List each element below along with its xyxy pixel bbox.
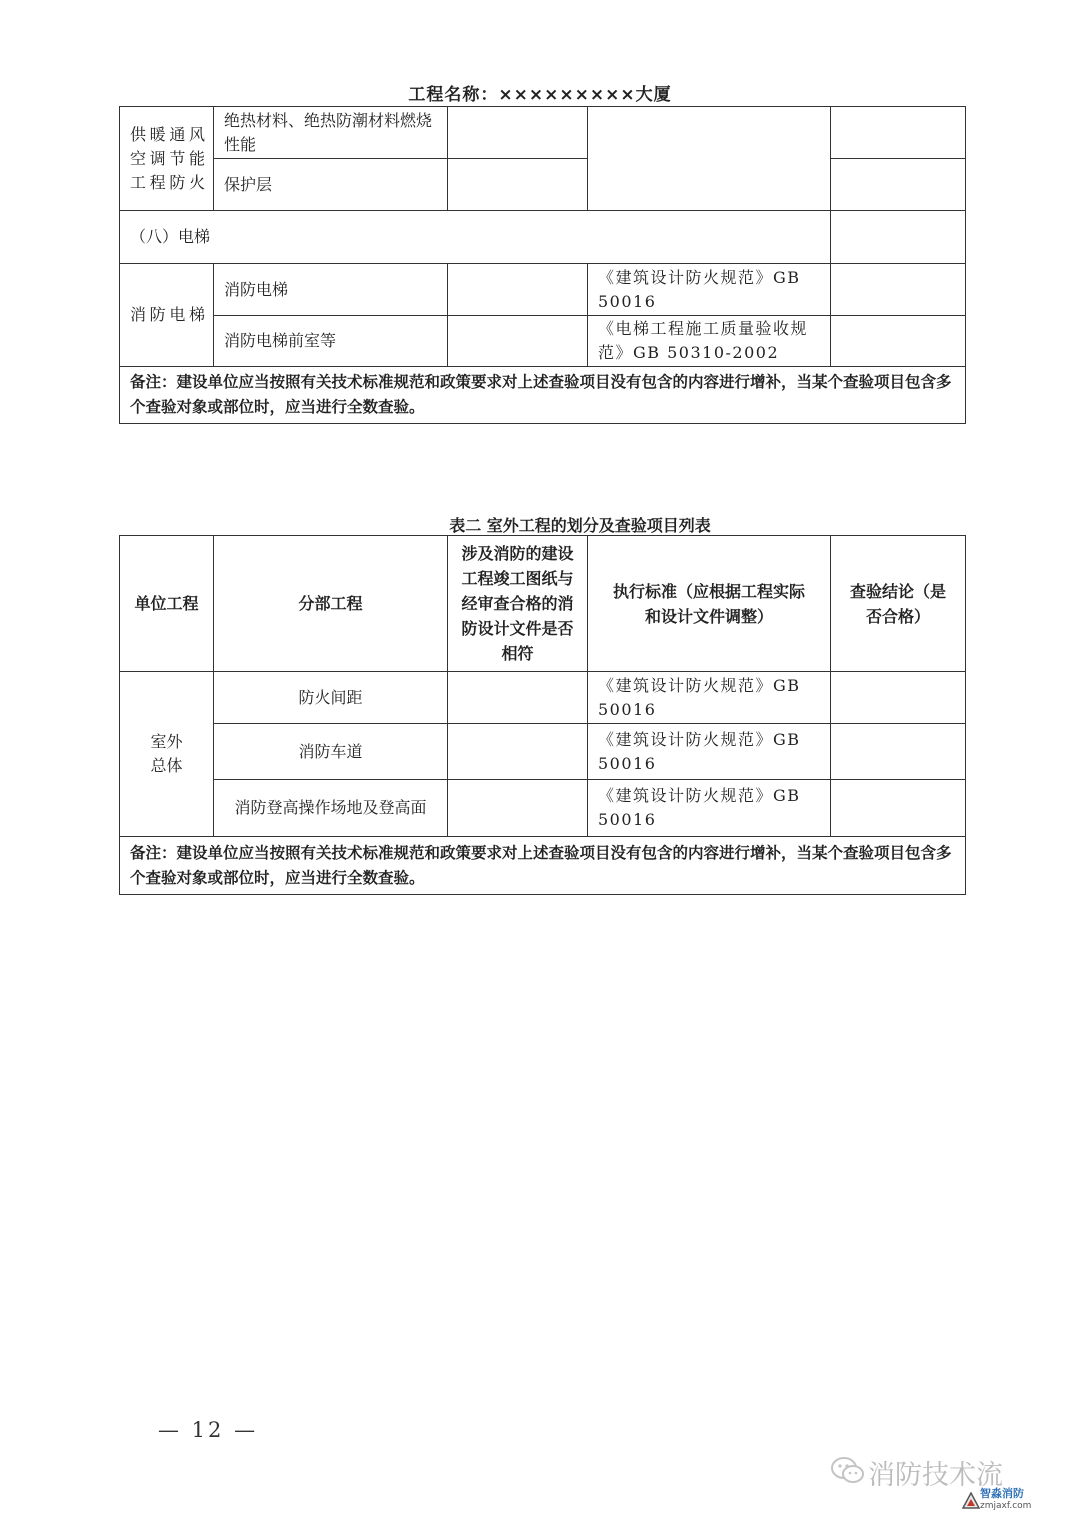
note-row — [120, 367, 966, 424]
table-row — [120, 780, 966, 837]
site-logo — [980, 1488, 1031, 1512]
table-row — [120, 672, 966, 724]
header-part: 分部工程 — [214, 536, 448, 672]
table-row — [120, 316, 966, 367]
header-match: 涉及消防的建设工程竣工图纸与经审查合格的消防设计文件是否相符 — [448, 536, 588, 672]
section-heading-elevator: （八）电梯 — [120, 211, 831, 264]
item-cell: 消防电梯前室等 — [214, 316, 448, 367]
part-cell: 防火间距 — [214, 672, 448, 724]
unit-cell-outdoor: 室外总体 — [120, 672, 214, 837]
item-cell: 保护层 — [214, 159, 448, 211]
match-cell — [448, 107, 588, 159]
header-row — [120, 536, 966, 672]
conclusion-cell — [831, 316, 966, 367]
note-row — [120, 837, 966, 895]
conclusion-cell — [831, 724, 966, 780]
part-cell: 消防登高操作场地及登高面 — [214, 780, 448, 837]
match-cell — [448, 159, 588, 211]
match-cell — [448, 672, 588, 724]
part-cell: 消防车道 — [214, 724, 448, 780]
unit-cell-hvac: 供暖通风空调节能工程防火 — [120, 107, 214, 211]
logo-triangle-icon — [962, 1492, 980, 1514]
conclusion-cell — [831, 672, 966, 724]
standard-cell — [588, 107, 831, 211]
wechat-icon — [830, 1456, 866, 1490]
section-row — [120, 211, 966, 264]
conclusion-cell — [831, 107, 966, 159]
match-cell — [448, 264, 588, 316]
standard-cell: 《建筑设计防火规范》GB 50016 — [588, 780, 831, 837]
conclusion-cell — [831, 211, 966, 264]
standard-cell: 《建筑设计防火规范》GB 50016 — [588, 672, 831, 724]
note-text: 备注：建设单位应当按照有关技术标准规范和政策要求对上述查验项目没有包含的内容进行增补，当某个查验项目包含多个查验对象或部位时，应当进行全数查验。 — [120, 837, 966, 895]
table-row — [120, 107, 966, 159]
note-text: 备注：建设单位应当按照有关技术标准规范和政策要求对上述查验项目没有包含的内容进行增补，当某个查验项目包含多个查验对象或部位时，应当进行全数查验。 — [120, 367, 966, 424]
header-standard: 执行标准（应根据工程实际和设计文件调整） — [588, 536, 831, 672]
table-row — [120, 724, 966, 780]
item-cell: 消防电梯 — [214, 264, 448, 316]
conclusion-cell — [831, 159, 966, 211]
table-row — [120, 159, 966, 211]
page-number: — 12 — — [158, 1418, 259, 1442]
logo-name: 智淼消防 — [980, 1487, 1024, 1500]
table2-title: 表二 室外工程的划分及查验项目列表 — [449, 516, 711, 535]
watermark-text: 消防技术流 — [868, 1460, 1003, 1491]
match-cell — [448, 780, 588, 837]
match-cell — [448, 724, 588, 780]
standard-cell: 《建筑设计防火规范》GB 50016 — [588, 724, 831, 780]
logo-url: zmjaxf.com — [980, 1501, 1032, 1511]
header-conclusion: 查验结论（是否合格） — [831, 536, 966, 672]
table-indoor-continued — [119, 106, 966, 424]
table-row — [120, 264, 966, 316]
unit-cell-elevator: 消防电梯 — [120, 264, 214, 367]
match-cell — [448, 316, 588, 367]
standard-cell: 《电梯工程施工质量验收规范》GB 50310-2002 — [588, 316, 831, 367]
page-title: 工程名称：×××××××××大厦 — [408, 85, 672, 105]
header-unit: 单位工程 — [120, 536, 214, 672]
standard-cell: 《建筑设计防火规范》GB 50016 — [588, 264, 831, 316]
item-cell: 绝热材料、绝热防潮材料燃烧性能 — [214, 107, 448, 159]
table-outdoor — [119, 535, 966, 895]
conclusion-cell — [831, 780, 966, 837]
conclusion-cell — [831, 264, 966, 316]
